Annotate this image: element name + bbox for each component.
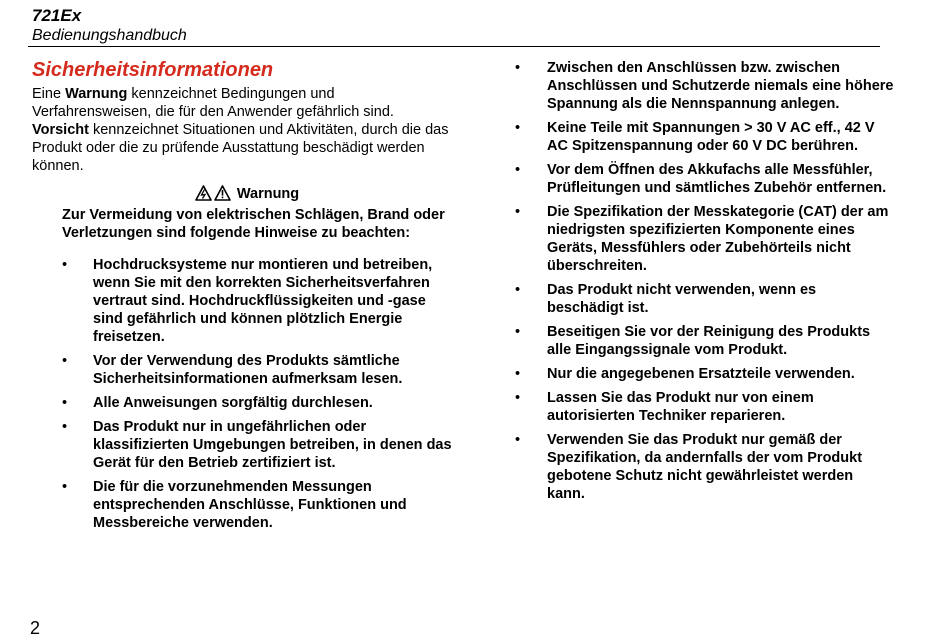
intro-text-caution: kennzeichnet Situationen und Aktivitäten, durch die das Produkt oder die zu prüfende Ausstattung beschädigt werden können. — [32, 122, 449, 174]
list-item-text: Beseitigen Sie vor der Reinigung des Produkts alle Eingangssignale vom Produkt. — [547, 324, 871, 358]
list-item — [62, 394, 452, 412]
list-item — [62, 478, 452, 532]
bullet-marker: • — [62, 395, 68, 411]
bullet-marker: • — [515, 282, 521, 298]
list-item-text: Lassen Sie das Produkt nur von einem autorisierten Techniker reparieren. — [547, 390, 814, 424]
intro-text-pre: Eine — [32, 86, 66, 102]
list-item-text: Nur die angegebenen Ersatzteile verwenden. — [547, 366, 855, 382]
left-bullet-list — [62, 256, 452, 532]
intro-paragraph — [32, 85, 452, 175]
list-item — [62, 418, 452, 472]
bullet-marker: • — [515, 204, 521, 220]
bullet-marker: • — [515, 324, 521, 340]
list-item-text: Verwenden Sie das Produkt nur gemäß der Spezifikation, da andernfalls der vom Produkt gebotene Schutz nicht gewährleistet werden kann. — [547, 432, 863, 502]
shock-hazard-icon — [195, 185, 212, 201]
bullet-marker: • — [62, 353, 68, 369]
warning-heading — [32, 185, 452, 203]
list-item-text: Zwischen den Anschlüssen bzw. zwischen Anschlüssen und Schutzerde niemals eine höhere Spannung als die Nennspannung anlegen. — [547, 60, 894, 112]
warning-intro: Zur Vermeidung von elektrischen Schlägen, Brand oder Verletzungen sind folgende Hinweise zu beachten: — [62, 207, 445, 241]
list-item — [62, 352, 452, 388]
list-item — [62, 256, 452, 346]
bullet-marker: • — [515, 390, 521, 406]
bullet-marker: • — [62, 419, 68, 435]
list-item-text: Die für die vorzunehmenden Messungen entsprechenden Anschlüsse, Funktionen und Messbereiche verwenden. — [93, 479, 407, 531]
warning-label: Warnung — [236, 186, 300, 202]
bullet-marker: • — [62, 257, 68, 273]
list-item-text: Keine Teile mit Spannungen > 30 V AC eff., 42 V AC Spitzenspannung oder 60 V DC berühren. — [547, 120, 875, 154]
list-item — [515, 119, 895, 155]
intro-term-warning: Warnung — [65, 86, 128, 102]
list-item — [515, 365, 895, 383]
bullet-marker: • — [515, 60, 521, 76]
intro-text-warning: kennzeichnet Bedingungen und Verfahrensweisen, die für den Anwender gefährlich sind. — [32, 86, 394, 120]
list-item — [515, 431, 895, 503]
bullet-marker: • — [515, 432, 521, 448]
list-item-text: Vor der Verwendung des Produkts sämtliche Sicherheitsinformationen aufmerksam lesen. — [93, 353, 403, 387]
left-column — [32, 58, 452, 538]
list-item-text: Das Produkt nicht verwenden, wenn es beschädigt ist. — [547, 282, 817, 316]
list-item — [515, 281, 895, 317]
bullet-marker: • — [515, 366, 521, 382]
caution-icon — [214, 185, 231, 201]
product-model: 721Ex — [32, 6, 82, 25]
list-item — [515, 389, 895, 425]
list-item — [515, 203, 895, 275]
list-item — [515, 161, 895, 197]
page-header — [32, 6, 187, 46]
bullet-marker: • — [515, 162, 521, 178]
section-title: Sicherheitsinformationen — [32, 59, 274, 81]
header-rule — [28, 46, 880, 47]
list-item-text: Hochdrucksysteme nur montieren und betreiben, wenn Sie mit den korrekten Sicherheitsverfahren vertraut sind. Hochdruckflüssigkeiten und -gase sind gefährlich und können plötzlich Energie freisetzen. — [93, 257, 433, 345]
list-item-text: Das Produkt nur in ungefährlichen oder klassifizierten Umgebungen betreiben, in denen das Gerät für den Betrieb zertifiziert ist. — [93, 419, 452, 471]
list-item-text: Die Spezifikation der Messkategorie (CAT) der am niedrigsten spezifizierten Komponente eines Geräts, Messfühlers oder Zubehörteils nicht überschreiten. — [547, 204, 889, 274]
list-item — [515, 323, 895, 359]
bullet-marker: • — [62, 479, 68, 495]
right-column — [515, 59, 895, 509]
list-item-text: Alle Anweisungen sorgfältig durchlesen. — [93, 395, 373, 411]
intro-term-caution: Vorsicht — [32, 122, 89, 138]
list-item — [515, 59, 895, 113]
document-subtitle: Bedienungshandbuch — [32, 27, 187, 44]
list-item-text: Vor dem Öffnen des Akkufachs alle Messfühler, Prüfleitungen und sämtliches Zubehör entfernen. — [547, 162, 887, 196]
page-number: 2 — [30, 618, 41, 638]
bullet-marker: • — [515, 120, 521, 136]
right-bullet-list — [515, 59, 895, 503]
